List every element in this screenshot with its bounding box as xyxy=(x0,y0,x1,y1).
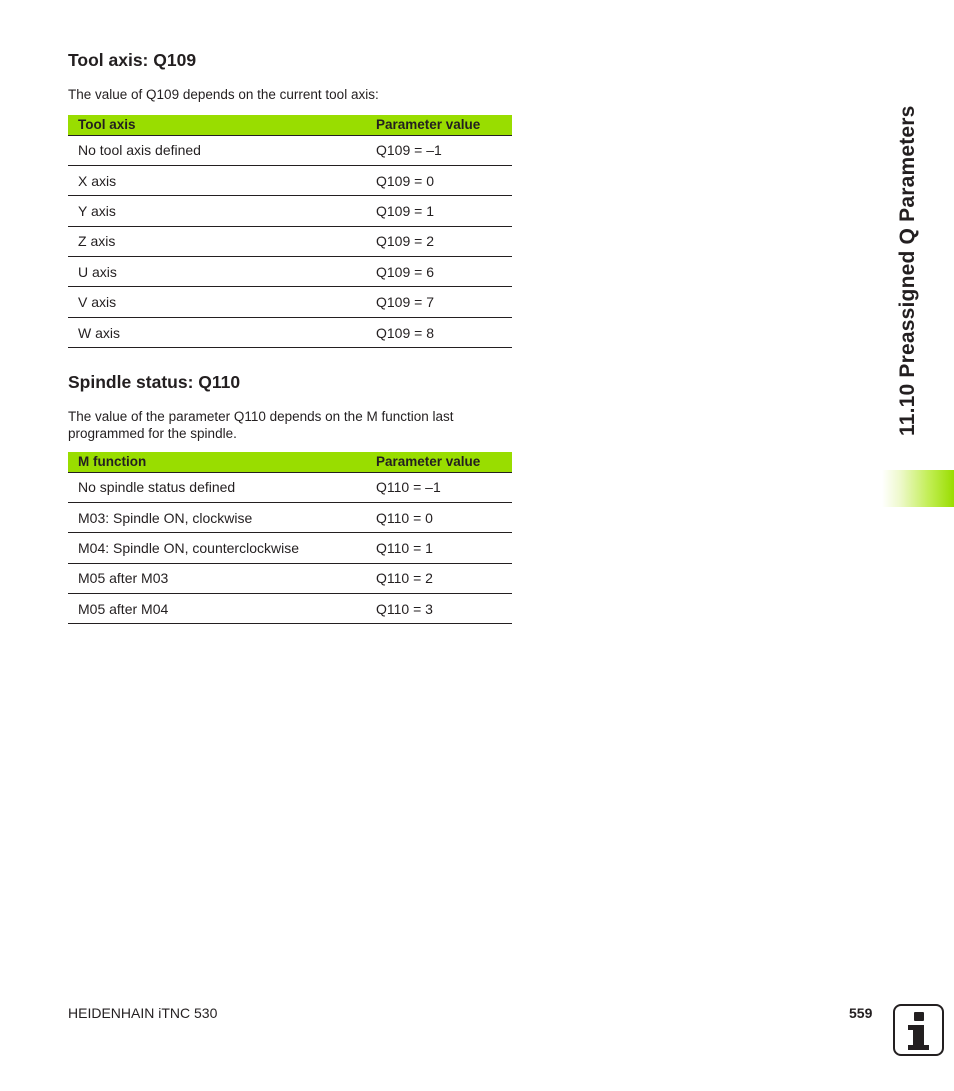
section-intro-spindle-status: The value of the parameter Q110 depends on the M function last programmed for the spindle. xyxy=(68,409,454,441)
table-cell: M03: Spindle ON, clockwise xyxy=(68,502,366,532)
section-intro-tool-axis: The value of Q109 depends on the current tool axis: xyxy=(68,87,379,102)
section-title-spindle-status: Spindle status: Q110 xyxy=(68,372,241,392)
footer-product: HEIDENHAIN iTNC 530 xyxy=(68,1005,218,1021)
table-cell: X axis xyxy=(68,165,366,195)
table-row xyxy=(68,317,512,347)
table-header-row xyxy=(68,115,512,135)
table-cell: V axis xyxy=(68,287,366,317)
table-cell: Q109 = 6 xyxy=(366,257,512,287)
table-cell: Q109 = 1 xyxy=(366,196,512,226)
table-cell: Q110 = 3 xyxy=(366,594,512,624)
table-cell: W axis xyxy=(68,317,366,347)
column-header: Parameter value xyxy=(366,452,512,472)
table-cell: Y axis xyxy=(68,196,366,226)
table-row xyxy=(68,257,512,287)
table-cell: Q110 = 1 xyxy=(366,533,512,563)
table-cell: No tool axis defined xyxy=(68,135,366,165)
table-row xyxy=(68,226,512,256)
table-cell: Q109 = 7 xyxy=(366,287,512,317)
table-row xyxy=(68,196,512,226)
column-header: Parameter value xyxy=(366,115,512,135)
table-cell: Q110 = 0 xyxy=(366,502,512,532)
table-row xyxy=(68,472,512,502)
page-number: 559 xyxy=(849,1005,873,1021)
table-cell: U axis xyxy=(68,257,366,287)
section-title-tool-axis: Tool axis: Q109 xyxy=(68,50,197,70)
table-row xyxy=(68,533,512,563)
table-cell: Q109 = 0 xyxy=(366,165,512,195)
table-cell: Q109 = –1 xyxy=(366,135,512,165)
table-row xyxy=(68,165,512,195)
table-cell: M05 after M04 xyxy=(68,594,366,624)
table-row xyxy=(68,287,512,317)
table-row xyxy=(68,594,512,624)
table-row xyxy=(68,502,512,532)
table-cell: No spindle status defined xyxy=(68,472,366,502)
table-cell: Q110 = 2 xyxy=(366,563,512,593)
table-row xyxy=(68,563,512,593)
table-cell: Q109 = 8 xyxy=(366,317,512,347)
table-header-row xyxy=(68,452,512,472)
chapter-title: 11.10 Preassigned Q Parameters xyxy=(896,105,919,436)
column-header: Tool axis xyxy=(68,115,366,135)
chapter-tab xyxy=(882,470,954,507)
table-cell: M05 after M03 xyxy=(68,563,366,593)
table-cell: Q110 = –1 xyxy=(366,472,512,502)
table-cell: Z axis xyxy=(68,226,366,256)
table-cell: M04: Spindle ON, counterclockwise xyxy=(68,533,366,563)
table-cell: Q109 = 2 xyxy=(366,226,512,256)
table-row xyxy=(68,135,512,165)
info-icon xyxy=(893,1004,944,1056)
spindle-status-table xyxy=(68,452,512,624)
tool-axis-table xyxy=(68,115,512,348)
column-header: M function xyxy=(68,452,366,472)
